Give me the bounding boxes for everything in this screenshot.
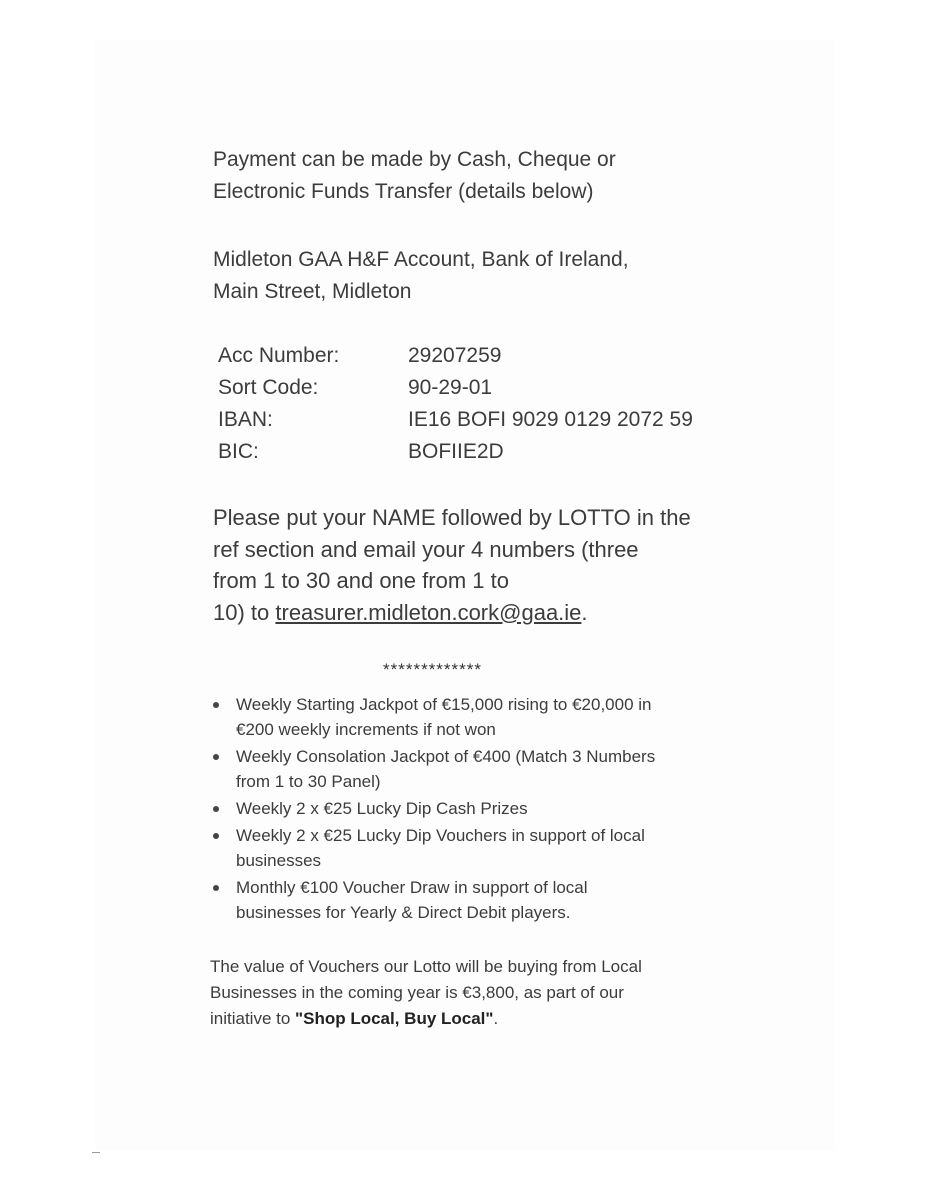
scan-mark (92, 1152, 100, 1153)
prize-item (213, 823, 713, 873)
account-line-2: Main Street, Midleton (213, 280, 412, 303)
payment-methods-text (213, 144, 616, 208)
prize-line-2: businesses (236, 851, 322, 870)
bank-label: Acc Number: (218, 344, 340, 367)
payment-line-1: Payment can be made by Cash, Cheque or (213, 148, 616, 171)
payment-line-2: Electronic Funds Transfer (details below) (213, 180, 594, 203)
bank-row-sort-code (218, 372, 693, 404)
prize-item (213, 692, 713, 742)
prize-item (213, 744, 713, 794)
bullet-icon (213, 833, 219, 839)
bullet-icon (213, 702, 219, 708)
bank-row-acc-number (218, 340, 693, 372)
bank-value: 90-29-01 (408, 376, 493, 399)
prize-line-1: Weekly Consolation Jackpot of €400 (Match 3 Numbers (236, 747, 656, 766)
shop-local-slogan: "Shop Local, Buy Local" (295, 1009, 494, 1028)
prize-item (213, 875, 713, 925)
account-name-text (213, 244, 629, 308)
prize-line-1: Weekly 2 x €25 Lucky Dip Vouchers in support of local (236, 826, 645, 845)
closing-text (210, 954, 710, 1032)
closing-line-3-prefix: initiative to (210, 1009, 296, 1028)
bank-label: Sort Code: (218, 376, 319, 399)
bank-value: BOFIIE2D (408, 440, 504, 463)
bullet-icon (213, 754, 219, 760)
bank-row-bic (218, 436, 693, 468)
bullet-icon (213, 885, 219, 891)
closing-line-2: Businesses in the coming year is €3,800, as part of our (210, 983, 624, 1002)
instructions-line-2: ref section and email your 4 numbers (three (213, 536, 639, 562)
bank-row-iban (218, 404, 693, 436)
instructions-line-4-suffix: . (581, 599, 588, 625)
bank-label: BIC: (218, 440, 259, 463)
closing-line-3-suffix: . (493, 1009, 499, 1028)
bank-label: IBAN: (218, 408, 273, 431)
instructions-line-1: Please put your NAME followed by LOTTO in the (213, 505, 691, 530)
prize-line-2: from 1 to 30 Panel) (236, 772, 381, 791)
instructions-line-3: from 1 to 30 and one from 1 to (213, 568, 509, 593)
bank-details-table (218, 340, 693, 468)
instructions-text (213, 502, 733, 628)
instructions-line-4-prefix: 10) to (213, 599, 276, 625)
closing-line-1: The value of Vouchers our Lotto will be buying from Local (210, 957, 642, 976)
asterisk-separator: ************* (383, 660, 483, 679)
bank-value: IE16 BOFI 9029 0129 2072 59 (408, 408, 693, 431)
bank-value: 29207259 (408, 344, 502, 367)
prize-list (213, 692, 713, 927)
prize-line-1: Weekly 2 x €25 Lucky Dip Cash Prizes (236, 799, 528, 818)
prize-line-2: businesses for Yearly & Direct Debit players. (236, 903, 571, 922)
prize-line-2: €200 weekly increments if not won (236, 720, 496, 739)
bullet-icon (213, 806, 219, 812)
prize-item (213, 796, 713, 821)
account-line-1: Midleton GAA H&F Account, Bank of Ireland, (213, 248, 629, 271)
prize-line-1: Monthly €100 Voucher Draw in support of local (236, 878, 588, 897)
prize-line-1: Weekly Starting Jackpot of €15,000 rising to €20,000 in (236, 695, 652, 714)
treasurer-email-link[interactable]: treasurer.midleton.cork@gaa.ie (275, 599, 582, 625)
